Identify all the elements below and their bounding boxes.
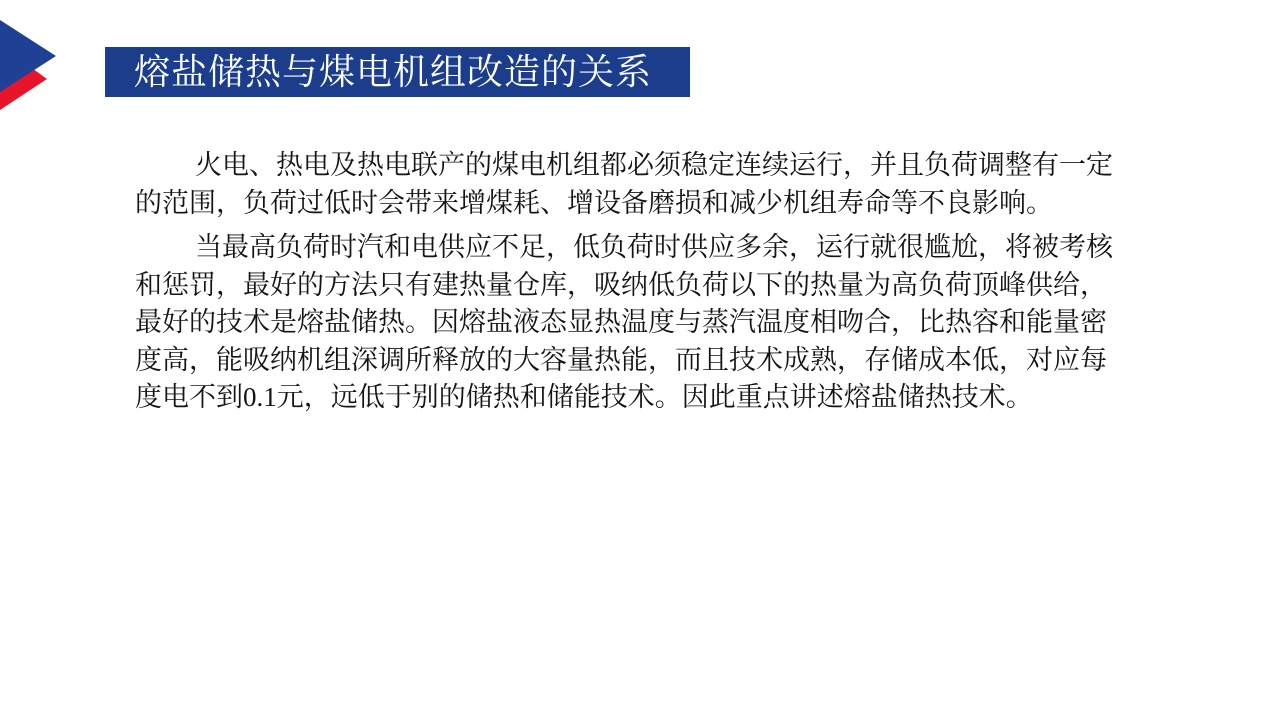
paragraph-2 xyxy=(135,229,1130,417)
text-line: 火电、热电及热电联产的煤电机组都必须稳定连续运行，并且负荷调整有一定 xyxy=(195,150,1113,180)
text-line: 最好的技术是熔盐储热。因熔盐液态显热温度与蒸汽温度相吻合，比热容和能量密 xyxy=(135,307,1107,337)
title-bar xyxy=(105,47,690,97)
text-line: 度电不到0.1元，远低于别的储热和储能技术。因此重点讲述熔盐储热技术。 xyxy=(135,382,1033,412)
text-line: 的范围，负荷过低时会带来增煤耗、增设备磨损和减少机组寿命等不良影响。 xyxy=(135,187,1053,218)
text-line: 当最高负荷时汽和电供应不足，低负荷时供应多余，运行就很尴尬，将被考核 xyxy=(195,232,1113,262)
corner-decoration xyxy=(0,0,60,118)
text-line: 度高，能吸纳机组深调所释放的大容量热能，而且技术成熟，存储成本低，对应每 xyxy=(135,344,1107,375)
body-text xyxy=(135,147,1130,417)
text-line: 和惩罚，最好的方法只有建热量仓库，吸纳低负荷以下的热量为高负荷顶峰供给， xyxy=(135,269,1107,300)
slide-title: 熔盐储热与煤电机组改造的关系 xyxy=(134,52,653,92)
paragraph-1 xyxy=(135,147,1130,222)
